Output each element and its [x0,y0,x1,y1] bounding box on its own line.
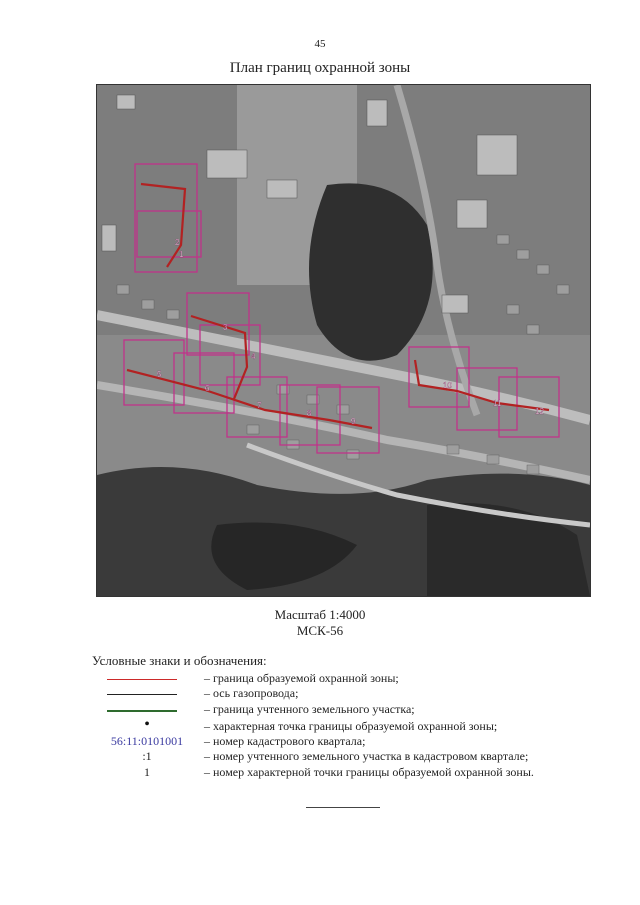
legend-symbol: • [144,716,150,733]
point-label-12: 12 [535,407,544,416]
point-label-1: 1 [179,250,184,259]
legend-row [92,702,612,718]
green-line-symbol [107,710,177,712]
aerial-map [96,84,591,597]
point-label-2: 2 [175,238,180,247]
point-label-6: 6 [205,384,210,393]
black-line-symbol [107,694,177,695]
legend-text: – номер кадастрового квартала; [204,734,366,748]
legend-symbol [92,686,202,702]
legend-row [92,765,612,781]
bottom-divider [306,807,380,808]
point-label-11: 11 [493,399,502,408]
point-label-9: 9 [351,417,356,426]
legend-text: – ось газопровода; [204,686,299,700]
legend-symbol: 56:11:0101001 [110,734,184,748]
page-number: 45 [314,38,326,50]
point-label-4: 4 [251,352,256,361]
legend-row [92,716,612,735]
legend-row [92,686,612,702]
legend-text: – номер учтенного земельного участка в кадастровом квартале; [204,749,529,763]
scale-ratio: Масштаб 1:4000 [274,607,366,622]
point-label-7: 7 [257,401,262,410]
point-label-10: 10 [443,381,452,390]
legend-row [92,671,612,687]
legend-title: Условные знаки и обозначения: [92,653,267,668]
legend-symbol: :1 [142,749,152,763]
coordinate-system: МСК-56 [296,623,344,638]
legend-text: – номер характерной точки границы образуемой охранной зоны. [204,765,534,779]
legend-symbol: 1 [144,765,150,779]
legend-text: – граница учтенного земельного участка; [204,702,415,716]
red-line-symbol [107,679,177,680]
point-label-8: 8 [307,409,312,418]
legend-symbol [92,671,202,687]
scale-block [0,607,640,639]
plan-title: План границ охранной зоны [229,60,411,76]
legend-row [92,734,612,750]
point-label-5: 5 [157,370,162,379]
point-label-3: 3 [223,323,228,332]
legend-text: – граница образуемой охранной зоны; [204,671,399,685]
legend-text: – характерная точка границы образуемой охранной зоны; [204,719,498,733]
legend-row [92,749,612,765]
